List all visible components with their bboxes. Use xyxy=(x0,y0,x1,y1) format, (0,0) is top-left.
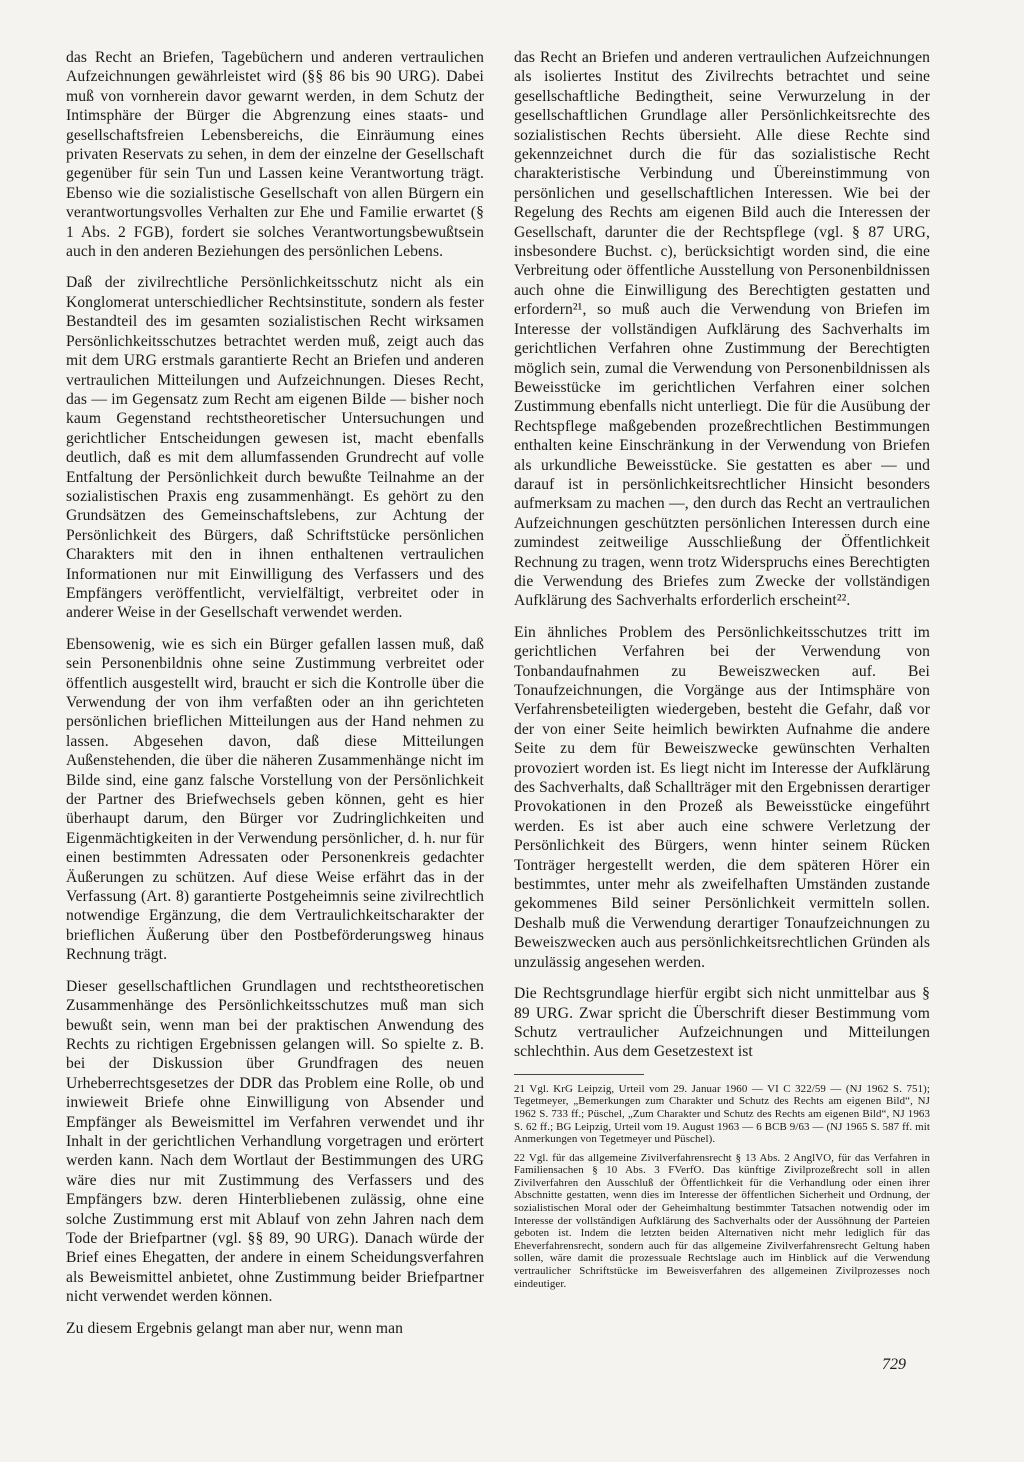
paragraph: das Recht an Briefen und anderen vertraulichen Aufzeichnungen als isoliertes Institut des Zivilrechts betrachtet und seine gesellschaftliche Bedingtheit, seine Verwurzelung in der gesellschaftlichen Grundlage aller Persönlichkeitsrechte des sozialistischen Rechts übersieht. Alle diese Rechte sind gekennzeichnet durch die für das sozialistische Recht charakteristische Verbindung und Übereinstimmung von persönlichen und gesellschaftlichen Interessen. Wie bei der Regelung des Rechts am eigenen Bild auch die Interessen der Gesellschaft, darunter die der Rechtspflege (vgl. § 87 URG, insbesondere Buchst. c), berücksichtigt worden sind, die eine Verbreitung oder öffentliche Ausstellung von Personenbildnissen auch ohne die Einwilligung des Berechtigten gestatten und erfordern²¹, so muß auch die Verwendung von Briefen im Interesse der vollständigen Aufklärung des Sachverhalts im gerichtlichen Verfahren ohne Zustimmung der Berechtigten möglich sein, zumal die Verwendung von Personenbildnissen als Beweisstücke im gerichtlichen Verfahren einer solchen Zustimmung ebenfalls nicht unterliegt. Die für die Ausübung der Rechtspflege maßgebenden prozeßrechtlichen Bestimmungen enthalten keine Einschränkung in der Verwendung von Briefen als urkundliche Beweisstücke. Sie gestatten es aber — und darauf ist in persönlichkeitsrechtlicher Hinsicht besonders aufmerksam zu machen —, den durch das Recht an vertraulichen Aufzeichnungen geschützten persönlichen Interessen durch eine zumindest zeitweilige Ausschließung der Öffentlichkeit Rechnung zu tragen, wenn trotz Widerspruchs eines Berechtigten die Verwendung des Briefes zum Zwecke der vollständigen Aufklärung des Sachverhalts erforderlich erscheint²². xyxy=(514,49,930,610)
footnote-21: 21 Vgl. KrG Leipzig, Urteil vom 29. Januar 1960 — VI C 322/59 — (NJ 1962 S. 751); Tegetmeyer, „Bemerkungen zum Charakter und Schutz des Rechts am eigenen Bild“, NJ 1962 S. 733 ff.; Püschel, „Zum Charakter und Schutz des Rechts am eigenen Bild“, NJ 1963 S. 62 ff.; BG Leipzig, Urteil vom 19. August 1963 — 6 BCB 9/63 — (NJ 1965 S. 587 ff. mit Anmerkungen von Tegetmeyer und Püschel). xyxy=(514,1082,930,1146)
right-column xyxy=(514,48,930,1296)
footnote-22: 22 Vgl. für das allgemeine Zivilverfahrensrecht § 13 Abs. 2 AnglVO, für das Verfahren in Familiensachen § 10 Abs. 3 FVerfO. Das künftige Zivilprozeßrecht soll in allen Zivilverfahren den Ausschluß der Öffentlichkeit für die Verhandlung oder einen ihrer Abschnitte gestatten, wenn dies im Interesse der öffentlichen Sicherheit und Ordnung, der sozialistischen Moral oder der Geheimhaltung bestimmter Tatsachen notwendig oder im Interesse der vollständigen Aufklärung des Sachverhalts oder der Aussöhnung der Parteien geboten ist. Indem die letzten beiden Alternativen nicht mehr lediglich für das Eheverfahrensrecht, sondern auch für das allgemeine Zivilverfahrensrecht Geltung haben sollen, wäre damit die prozessuale Rechtslage auch im Hinblick auf die Verwendung vertraulicher Schriftstücke im Beweisverfahren des allgemeinen Zivilprozesses noch eindeutiger. xyxy=(514,1151,930,1290)
paragraph: Die Rechtsgrundlage hierfür ergibt sich nicht unmittelbar aus § 89 URG. Zwar spricht die Überschrift dieser Bestimmung vom Schutz vertraulicher Aufzeichnungen und Mitteilungen schlechthin. Aus dem Gesetzestext ist xyxy=(514,985,930,1061)
paragraph: das Recht an Briefen, Tagebüchern und anderen vertraulichen Aufzeichnungen gewährleistet wird (§§ 86 bis 90 URG). Dabei muß von vornherein davor gewarnt werden, in dem Schutz der Intimsphäre der Bürger die Abgrenzung eines staats- und gesellschaftsfreien Lebensbereichs, die Einräumung eines privaten Reservats zu sehen, in dem der einzelne der Gesellschaft gegenüber für sein Tun und Lassen keine Verantwortung trägt. Ebenso wie die sozialistische Gesellschaft von allen Bürgern ein verantwortungsvolles Verhalten zur Ehe und Familie erwartet (§ 1 Abs. 2 FGB), fordert sie solches Verantwortungsbewußtsein auch in den anderen Beziehungen des persönlichen Lebens. xyxy=(66,49,484,261)
left-column xyxy=(66,48,484,1350)
footnotes xyxy=(514,1083,930,1291)
paragraph: Dieser gesellschaftlichen Grundlagen und rechtstheoretischen Zusammenhänge des Persönlichkeitsschutzes muß man sich bewußt sein, wenn man bei der praktischen Anwendung des Rechts zu richtigen Ergebnissen gelangen will. So spielte z. B. bei der Diskussion über Grundfragen des neuen Urheberrechtsgesetzes der DDR das Problem eine Rolle, ob und inwieweit Briefe ohne Einwilligung von Absender und Empfänger als Beweismittel im Verfahren verwendet und ihr Inhalt in der gerichtlichen Verhandlung vorgetragen und erörtert werden kann. Nach dem Wortlaut der Bestimmungen des URG wäre dies nur mit Zustimmung des Verfassers und des Empfängers bzw. deren Hinterbliebenen zulässig, ohne eine solche Zustimmung erst mit Ablauf von zehn Jahren nach dem Tode der Briefpartner (vgl. §§ 89, 90 URG). Danach würde der Brief eines Ehegatten, der andere in einem Scheidungsverfahren als Beweismittel anbietet, ohne Zustimmung beider Briefpartner nicht verwendet werden können. xyxy=(66,977,484,1306)
footnote-divider xyxy=(514,1074,644,1075)
paragraph: Zu diesem Ergebnis gelangt man aber nur, wenn man xyxy=(66,1319,403,1337)
paragraph: Ebensowenig, wie es sich ein Bürger gefallen lassen muß, daß sein Personenbildnis ohne seine Zustimmung verbreitet oder öffentlich ausgestellt wird, braucht er sich die Kontrolle über die Verwendung der von ihm verfaßten oder an ihn gerichteten persönlichen brieflichen Mitteilungen aus der Hand nehmen zu lassen. Abgesehen davon, daß diese Mitteilungen Außenstehenden, die über die näheren Zusammenhänge nicht im Bilde sind, eine ganz falsche Vorstellung von der Persönlichkeit der Partner des Briefwechsels geben können, geht es hier überhaupt darum, den Bürger vor Zudringlichkeiten und Eigenmächtigkeiten in der Verwendung persönlicher, d. h. nur für einen bestimmten Adressaten oder Personenkreis gedachter Äußerungen zu schützen. Auf diese Weise erfährt das in der Verfassung (Art. 8) garantierte Postgeheimnis seine zivilrechtlich notwendige Ergänzung, die dem Vertraulichkeitscharakter der brieflichen Äußerung über den Postbeförderungsweg hinaus Rechnung trägt. xyxy=(66,635,484,964)
page-number: 729 xyxy=(882,1356,906,1373)
paragraph: Daß der zivilrechtliche Persönlichkeitsschutz nicht als ein Konglomerat unterschiedlicher Rechtsinstitute, sondern als fester Bestandteil des im gesamten sozialistischen Recht wirksamen Persönlichkeitsschutzes betrachtet werden muß, zeigt auch das mit dem URG erstmals garantierte Recht an Briefen und anderen vertraulichen Mitteilungen und Aufzeichnungen. Dieses Recht, das — im Gegensatz zum Recht am eigenen Bilde — bisher noch kaum Gegenstand rechtstheoretischer Untersuchungen und gerichtlicher Entscheidungen gewesen ist, macht ebenfalls deutlich, daß es mit dem allumfassenden Grundrecht auf volle Entfaltung der Persönlichkeit durch bewußte Teilnahme an der sozialistischen Praxis eng zusammenhängt. Es gehört zu den Grundsätzen des Gemeinschaftslebens, zur Achtung der Persönlichkeit des Bürgers, daß Schriftstücke persönlichen Charakters mit den in ihnen enthaltenen vertraulichen Informationen nur mit Einwilligung des Verfassers und des Empfängers veröffentlicht, vervielfältigt, verbreitet oder in anderer Weise in der Gesellschaft verwendet werden. xyxy=(66,274,484,622)
paragraph: Ein ähnliches Problem des Persönlichkeitsschutzes tritt im gerichtlichen Verfahren bei der Verwendung von Tonbandaufnahmen zu Beweiszwecken auf. Bei Tonaufzeichnungen, die Vorgänge aus der Intimsphäre von Verfahrensbeteiligten wiedergeben, besteht die Gefahr, daß vor der von einer Seite heimlich bewirkten Aufnahme die andere Seite zu dem für Beweiszwecke gewünschten Verhalten provoziert worden ist. Es liegt nicht im Interesse der Aufklärung des Sachverhalts, daß Schallträger mit den Ergebnissen derartiger Provokationen in den Prozeß als Beweisstücke eingeführt werden. Es ist aber auch eine schwere Verletzung der Persönlichkeit des Bürgers, wenn hinter seinem Rücken Tonträger hergestellt werden, die dem späteren Hörer ein bestimmtes, unter mehr als zweifelhaften Umständen zustande gekommenes Bild seiner Persönlichkeit vermitteln sollen. Deshalb muß die Verwendung derartiger Tonaufzeichnungen zu Beweiszwecken auch aus persönlichkeitsrechtlichen Gründen als unzulässig angesehen werden. xyxy=(514,623,930,971)
